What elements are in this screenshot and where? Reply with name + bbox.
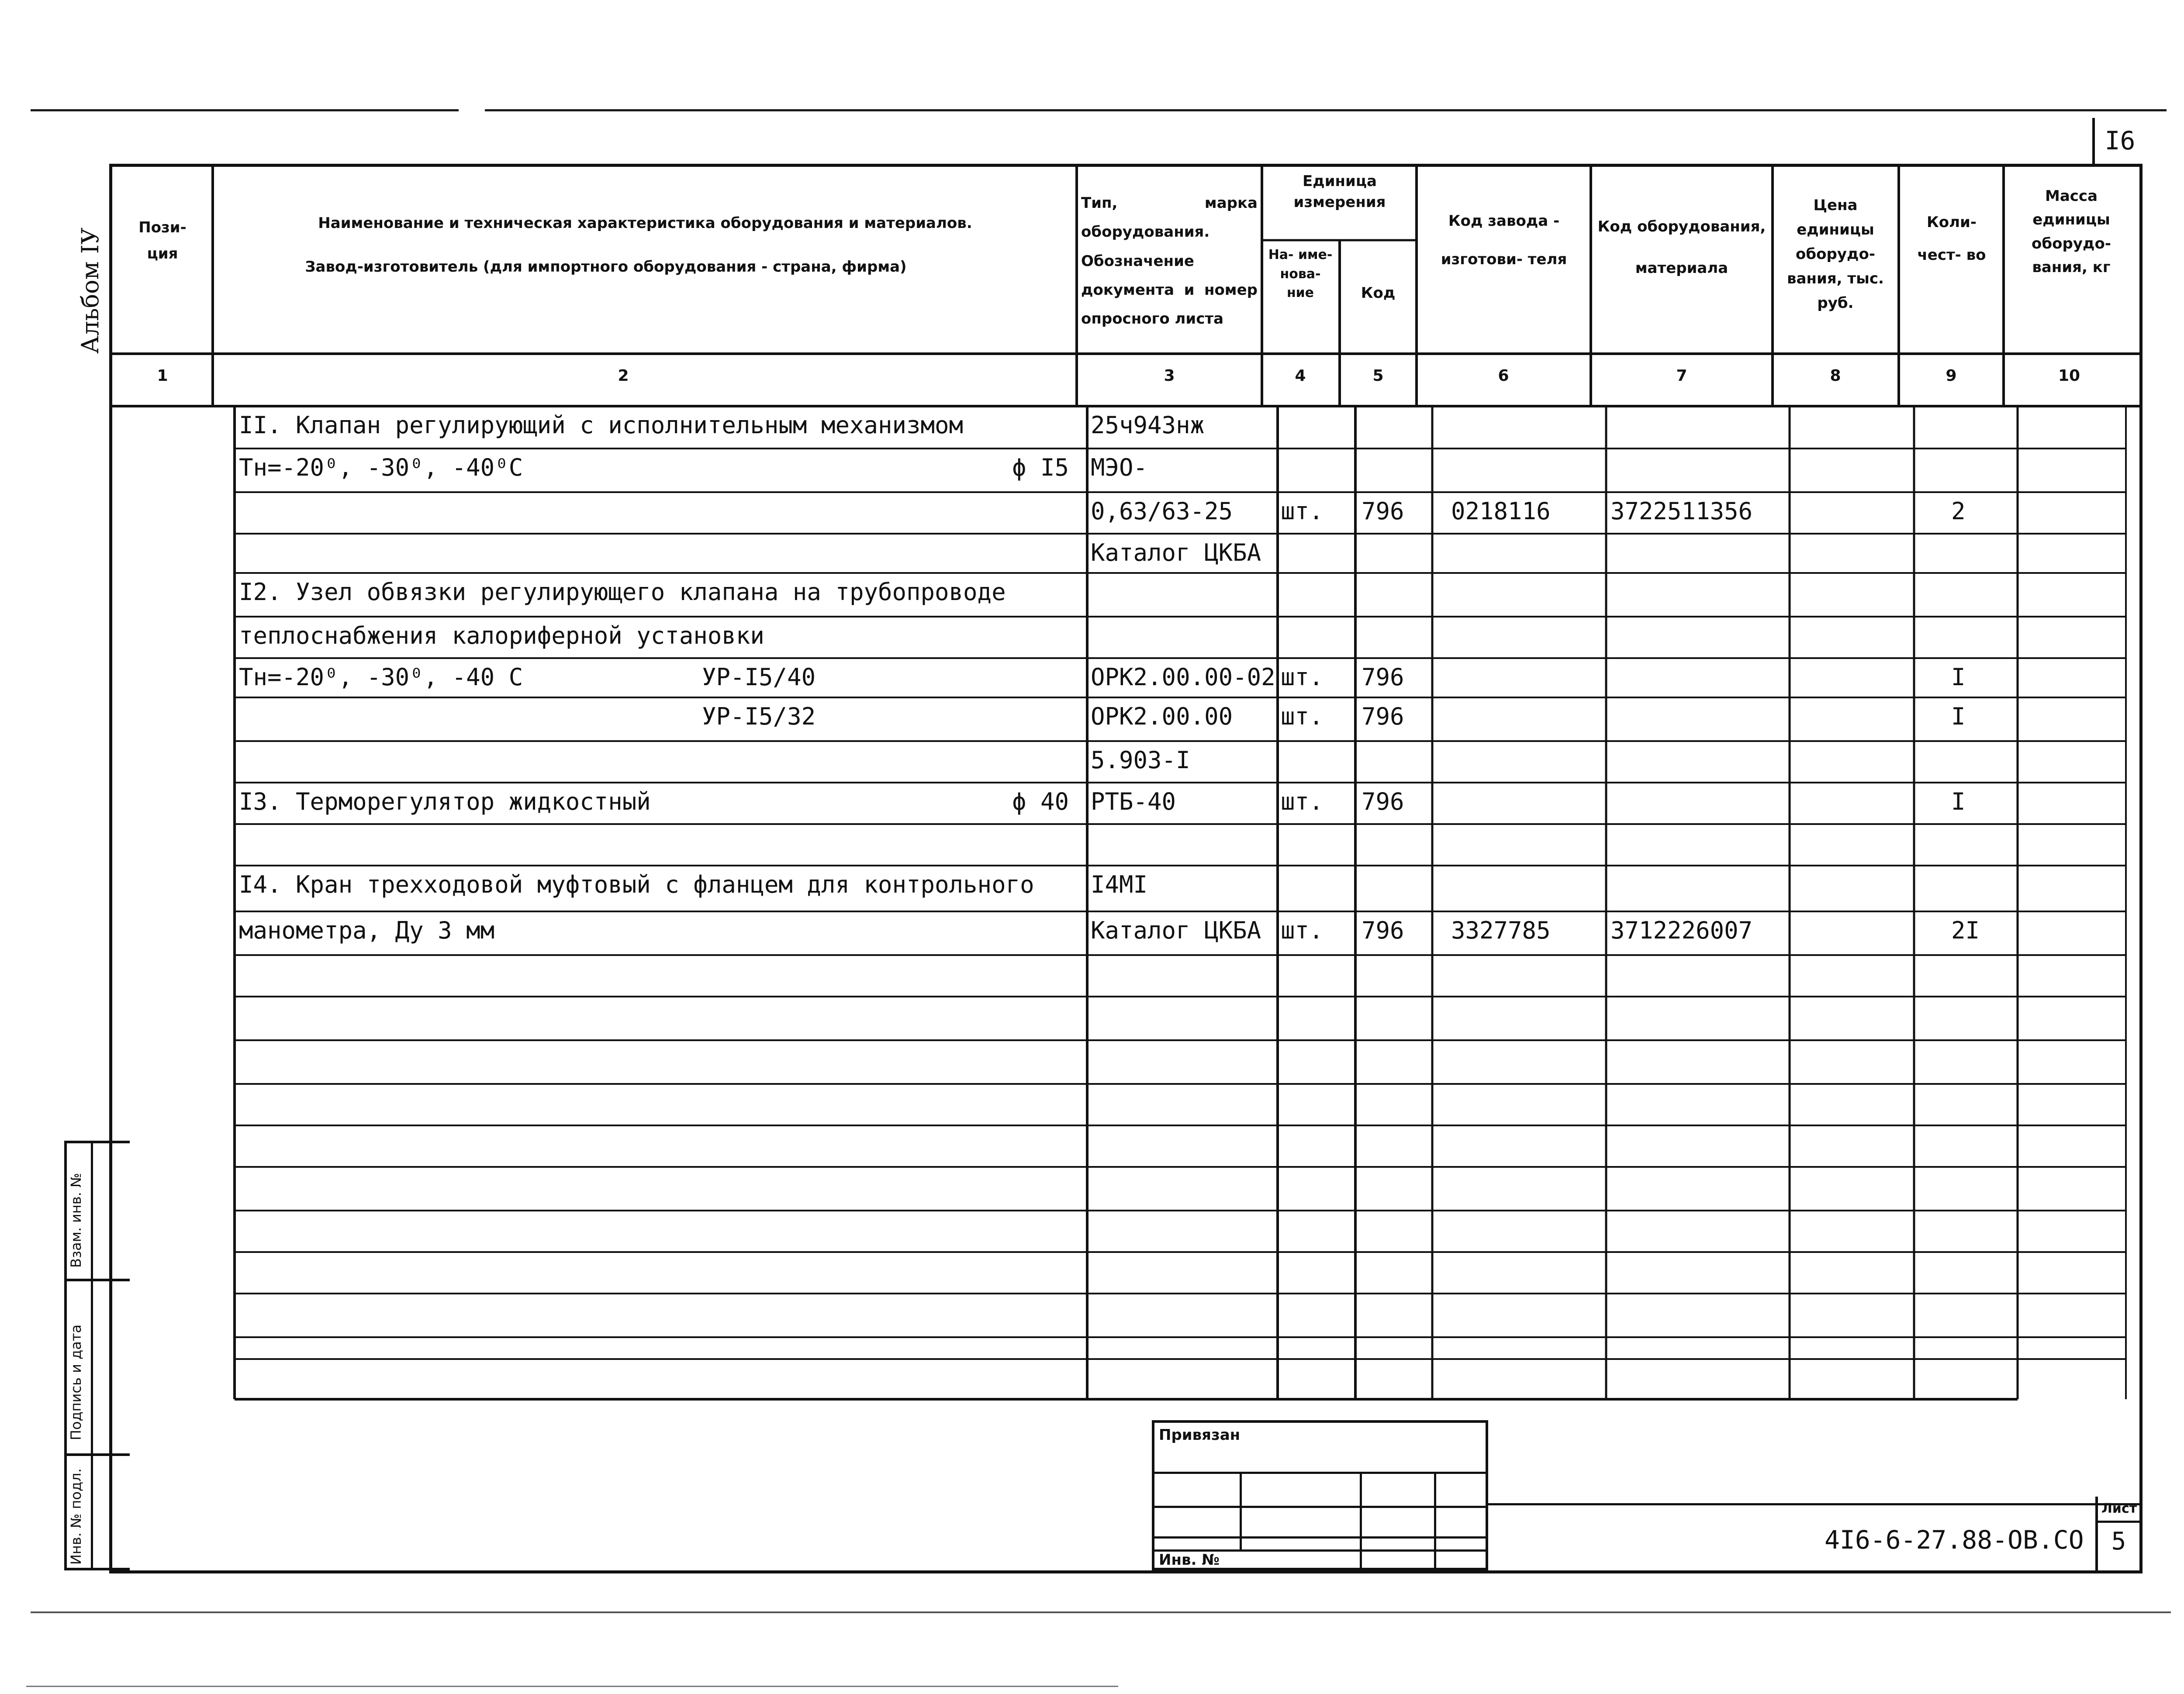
header-name-line2: Завод-изготовитель (для импортного оборудования - страна, фирма) <box>305 258 907 276</box>
cell-unit: шт. <box>1281 917 1324 944</box>
cell-type: Каталог ЦКБА <box>1091 917 1261 944</box>
col-number-1: 1 <box>157 367 168 385</box>
cell-type: Каталог ЦКБА <box>1091 539 1261 566</box>
cell-qty: I <box>1951 703 1966 730</box>
header-name-line1: Наименование и техническая характеристика оборудования и материалов. <box>318 214 972 232</box>
bottom-rule-2 <box>26 1686 1118 1687</box>
inv-no-label: Инв. № <box>1159 1551 1220 1569</box>
cell-qty: 2 <box>1951 497 1966 525</box>
cell-type: ОРК2.00.00 <box>1091 703 1233 730</box>
cell-unit: шт. <box>1281 497 1324 525</box>
sheet-list-box <box>2095 1497 2139 1570</box>
stamp-signature-date: Подпись и дата <box>68 1324 84 1440</box>
cell-unit: шт. <box>1281 663 1324 691</box>
header-type: Тип, марка оборудования. Обозначение документа и номер опросного листа <box>1081 194 1258 328</box>
sheet-number: I6 <box>2105 126 2136 155</box>
album-label: Альбом IУ <box>76 227 104 354</box>
cell-type: ОРК2.00.00-02 <box>1091 663 1275 691</box>
cell-mark: УР-I5/40 <box>702 663 816 691</box>
cell-equip: 3712226007 <box>1610 917 1753 944</box>
top-rule-right <box>485 109 2167 111</box>
cell-type: 25ч943нж <box>1091 411 1205 439</box>
cell-factory: 0218116 <box>1451 497 1551 525</box>
top-rule-left <box>31 109 459 111</box>
header-unit-code: Код <box>1361 284 1396 302</box>
cell-name: I4. Кран трехходовой муфтовый с фланцем для контрольного <box>239 871 1034 898</box>
header-mass: Масса единицы оборудо- вания, кг <box>2032 187 2111 276</box>
stamp-vzam-inv: Взам. инв. № <box>68 1173 84 1268</box>
col-number-3: 3 <box>1164 367 1175 385</box>
header-price: Цена единицы оборудо- вания, тыс. руб. <box>1787 197 1884 312</box>
col-number-4: 4 <box>1295 367 1306 385</box>
cell-unit: шт. <box>1281 788 1324 815</box>
title-block-privyazan <box>1152 1420 1488 1570</box>
col-number-8: 8 <box>1830 367 1841 385</box>
cell-code: 796 <box>1362 663 1404 691</box>
cell-name: I2. Узел обвязки регулирующего клапана на трубопроводе <box>239 578 1006 606</box>
list-number: 5 <box>2111 1527 2126 1556</box>
cell-qty: I <box>1951 788 1966 815</box>
cell-mark: УР-I5/32 <box>702 703 816 730</box>
header-unit-group: Единица измерения <box>1293 173 1386 211</box>
cell-equip: 3722511356 <box>1610 497 1753 525</box>
cell-dia: ϕ 40 <box>1012 788 1069 815</box>
col-number-2: 2 <box>618 367 629 385</box>
cell-type: РТБ-40 <box>1091 788 1176 815</box>
header-factory-code: Код завода - изготови- теля <box>1441 212 1567 269</box>
col-number-10: 10 <box>2058 367 2080 385</box>
cell-code: 796 <box>1362 917 1404 944</box>
cell-name: I3. Терморегулятор жидкостный <box>239 788 651 815</box>
cell-type: 5.903-I <box>1091 746 1190 774</box>
col-number-6: 6 <box>1498 367 1509 385</box>
sheet-number-box <box>2092 118 2145 164</box>
cell-name: теплоснабжения калориферной установки <box>239 622 764 649</box>
bottom-rule <box>31 1611 2171 1613</box>
header-position: Пози- ция <box>138 219 187 262</box>
col-number-5: 5 <box>1372 367 1384 385</box>
header-unit-name: На- име- нова- ние <box>1268 247 1333 300</box>
cell-name: Тн=-20⁰, -30⁰, -40⁰С <box>239 454 523 481</box>
cell-code: 796 <box>1362 788 1404 815</box>
document-code: 4I6-6-27.88-ОВ.СО <box>1825 1525 2084 1555</box>
side-stamp-column <box>64 1141 130 1570</box>
cell-type: I4МI <box>1091 871 1148 898</box>
privyazan-label: Привязан <box>1159 1426 1241 1444</box>
cell-name: II. Клапан регулирующий с исполнительным механизмом <box>239 411 964 439</box>
stamp-inv-original: Инв. № подл. <box>68 1468 84 1565</box>
header-equipment-code: Код оборудования, материала <box>1597 218 1766 277</box>
cell-name: манометра, Ду 3 мм <box>239 917 495 944</box>
col-number-9: 9 <box>1946 367 1957 385</box>
cell-code: 796 <box>1362 497 1404 525</box>
col-number-7: 7 <box>1676 367 1687 385</box>
cell-code: 796 <box>1362 703 1404 730</box>
cell-name: Тн=-20⁰, -30⁰, -40 С <box>239 663 523 691</box>
cell-dia: ϕ I5 <box>1012 454 1069 481</box>
cell-qty: I <box>1951 663 1966 691</box>
cell-unit: шт. <box>1281 703 1324 730</box>
list-label: Лист <box>2101 1501 2137 1516</box>
cell-type: МЭО- <box>1091 454 1148 481</box>
cell-type: 0,63/63-25 <box>1091 497 1233 525</box>
cell-factory: 3327785 <box>1451 917 1551 944</box>
header-quantity: Коли- чест- во <box>1917 214 1986 264</box>
cell-qty: 2I <box>1951 917 1980 944</box>
